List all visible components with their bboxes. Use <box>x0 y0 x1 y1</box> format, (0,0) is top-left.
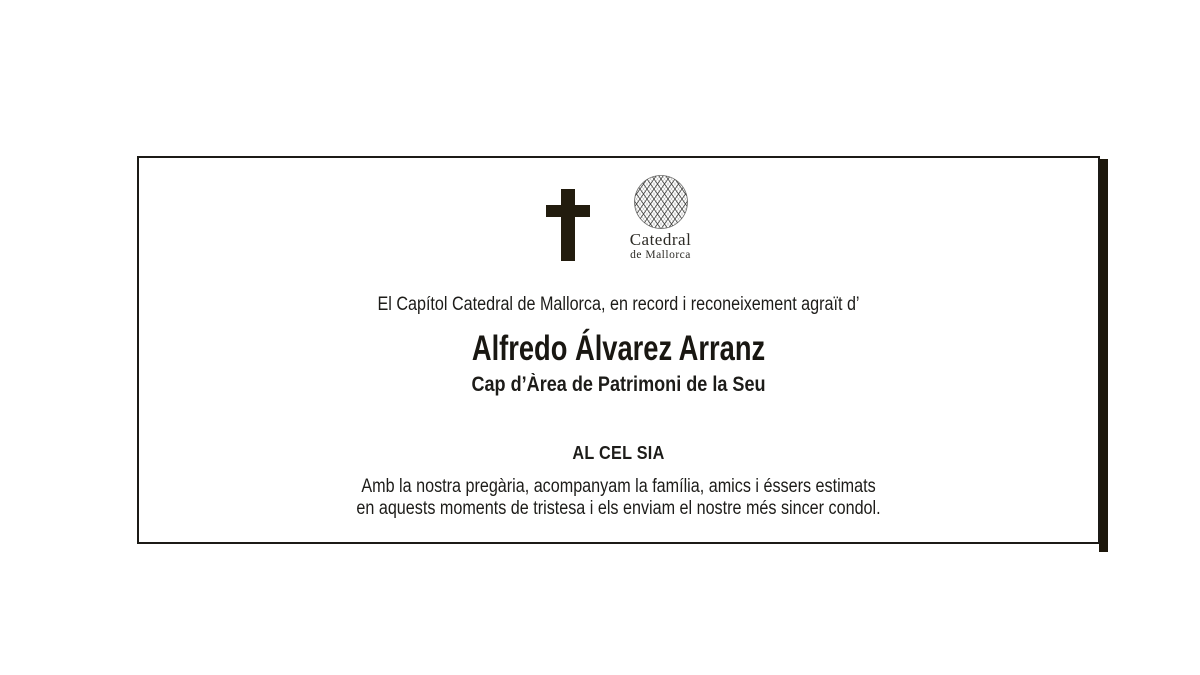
rose-window-rosette-icon <box>633 174 689 230</box>
condolence-line-1: Amb la nostra pregària, acompanyam la família, amics i éssers estimats <box>361 476 876 497</box>
latin-cross-icon <box>546 189 590 261</box>
logo-subtitle: de Mallorca <box>630 249 691 261</box>
motto-line: AL CEL SIA <box>572 443 665 463</box>
deceased-role: Cap d’Àrea de Patrimoni de la Seu <box>471 373 766 396</box>
condolence-message <box>211 476 1026 519</box>
logo-title: Catedral <box>629 230 692 249</box>
deceased-name: Alfredo Álvarez Arranz <box>471 329 766 368</box>
obituary-card <box>137 156 1100 544</box>
card-header <box>139 185 1098 261</box>
condolence-line-2: en aquests moments de tristesa i els enviam el nostre més sincer condol. <box>356 497 881 519</box>
obituary-card-surface <box>137 156 1100 544</box>
cathedral-logo <box>630 174 692 261</box>
intro-line: El Capítol Catedral de Mallorca, en record i reconeixement agraït d’ <box>377 294 860 315</box>
card-right-shadow <box>1099 159 1108 552</box>
